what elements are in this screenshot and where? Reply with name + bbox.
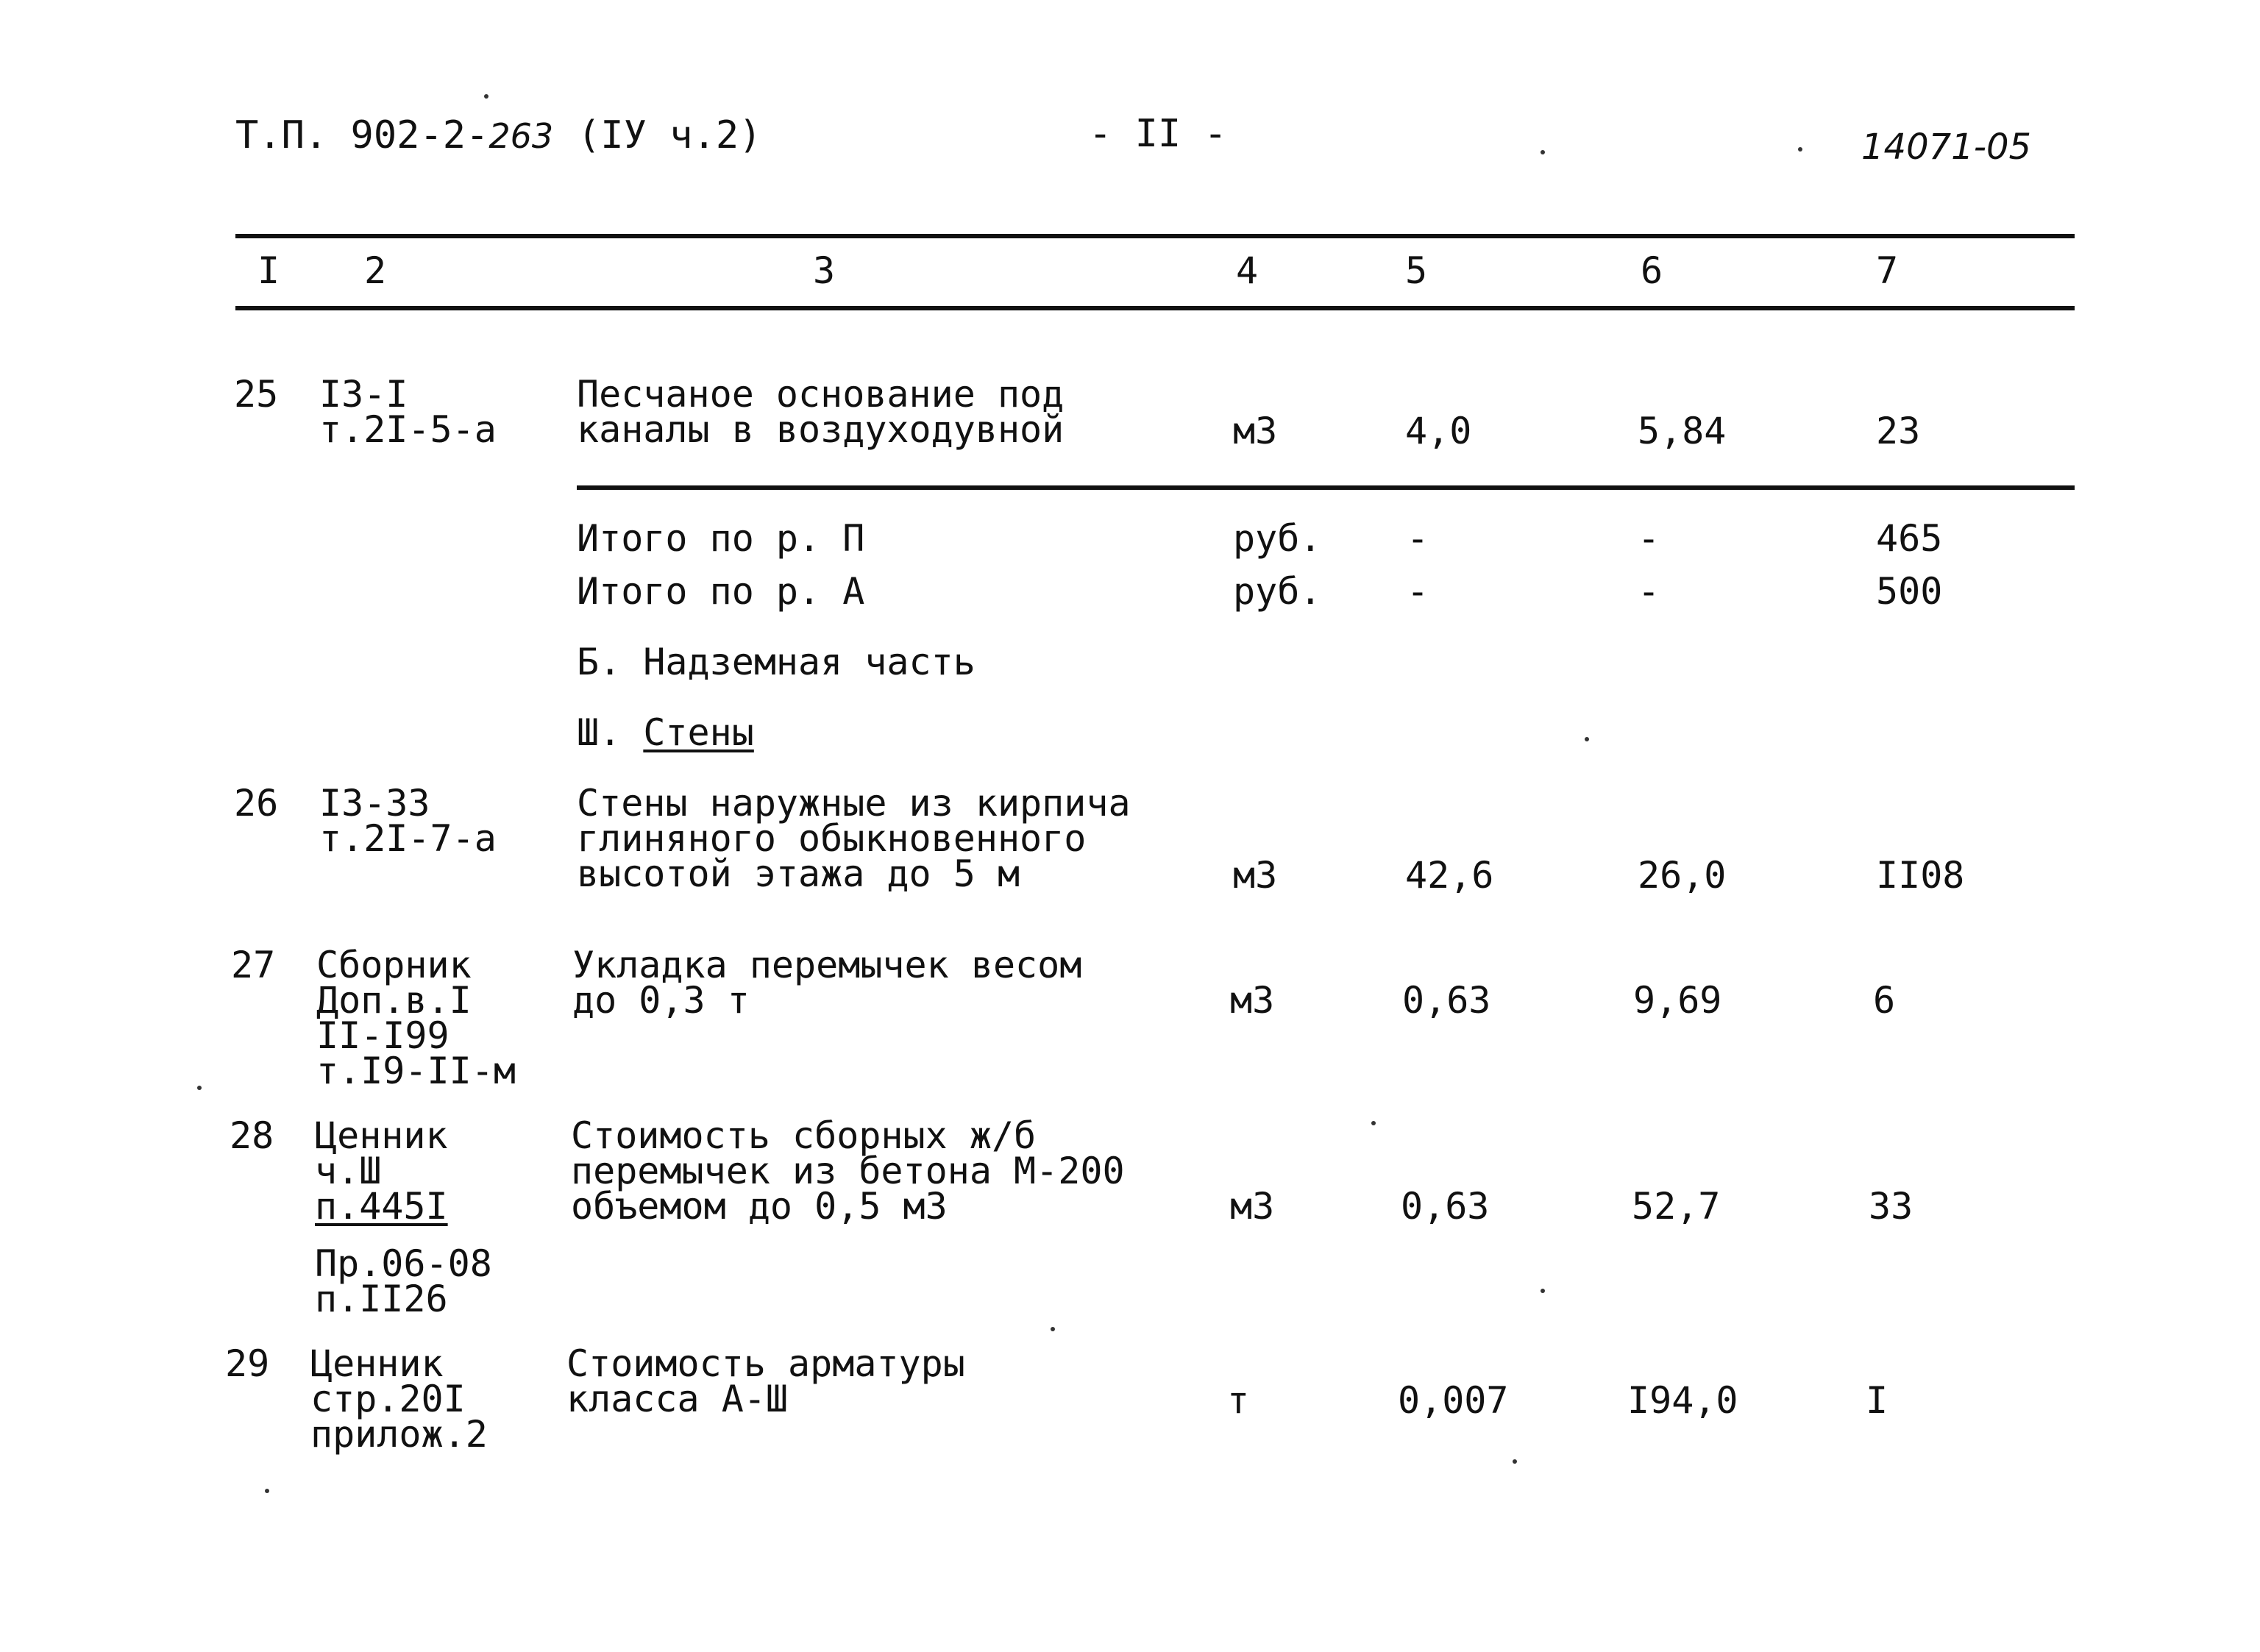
quantity: 0,63: [1402, 979, 1491, 1022]
quantity: 0,007: [1398, 1379, 1509, 1422]
section-heading-part-b: Б. Надземная часть: [577, 641, 976, 683]
total-cost: 23: [1876, 410, 1921, 452]
norm-code-line: стр.20I: [310, 1378, 466, 1420]
description-line: класса А-Ш: [566, 1378, 789, 1420]
unit-price: I94,0: [1627, 1379, 1738, 1422]
subtotal-unit: руб.: [1233, 517, 1322, 560]
description-line: глиняного обыкновенного: [577, 817, 1087, 860]
norm-code-line: п.II26: [315, 1278, 448, 1320]
quantity: 4,0: [1405, 410, 1472, 452]
unit: т: [1227, 1379, 1250, 1422]
norm-code-line: Пр.06-08: [315, 1242, 492, 1285]
column-header-1: I: [257, 249, 280, 292]
row-number: 26: [234, 782, 279, 825]
description-line: Стены наружные из кирпича: [577, 782, 1131, 825]
row-number: 29: [225, 1342, 270, 1385]
norm-code-line: I3-I: [319, 373, 408, 416]
row-number: 27: [231, 944, 276, 986]
subtotal-total: 500: [1876, 570, 1943, 613]
section-heading-walls: [577, 711, 754, 754]
handwritten-stamp: 14071-05: [1861, 127, 2032, 168]
column-header-4: 4: [1236, 249, 1259, 292]
norm-code-line: Ценник: [310, 1342, 444, 1385]
quantity: 0,63: [1401, 1185, 1490, 1228]
document-code-handwritten: 263: [488, 116, 554, 156]
column-header-2: 2: [364, 249, 387, 292]
norm-code-line: т.I9-II-м: [316, 1050, 516, 1092]
norm-code-line: II-I99: [316, 1014, 449, 1057]
page-number: - II -: [1089, 112, 1227, 156]
norm-code-line: Сборник: [316, 944, 472, 986]
subtotal-total: 465: [1876, 517, 1943, 560]
column-header-6: 6: [1641, 249, 1663, 292]
norm-code-line: п.445I: [315, 1185, 448, 1228]
subtotal-price: -: [1638, 570, 1660, 613]
section-walls-title: Стены: [643, 711, 754, 754]
row-number: 25: [234, 373, 279, 416]
subtotal-qty: -: [1407, 517, 1429, 560]
document-code: [235, 113, 554, 157]
subtotal-unit: руб.: [1233, 570, 1322, 613]
section-rule: [577, 485, 2075, 490]
subtotal-label: Итого по р. А: [577, 570, 865, 613]
section-walls-number: Ш.: [577, 711, 622, 754]
description-line: Стоимость сборных ж/б: [571, 1114, 1037, 1157]
header-bottom-rule: [235, 306, 2075, 310]
scan-speck: [1513, 1459, 1517, 1464]
subtotal-label: Итого по р. П: [577, 517, 865, 560]
scan-speck: [1541, 1289, 1545, 1293]
unit-price: 5,84: [1638, 410, 1727, 452]
unit: м3: [1230, 979, 1275, 1022]
scan-speck: [484, 94, 488, 99]
scan-speck: [1541, 150, 1545, 154]
description-line: Укладка перемычек весом: [572, 944, 1082, 986]
unit: м3: [1233, 410, 1278, 452]
document-code-prefix: Т.П. 902-2-: [235, 113, 489, 157]
norm-code-line: т.2I-5-а: [319, 408, 497, 451]
column-header-7: 7: [1876, 249, 1899, 292]
total-cost: 33: [1869, 1185, 1913, 1228]
unit: м3: [1230, 1185, 1275, 1228]
norm-code-line: т.2I-7-а: [319, 817, 497, 860]
norm-code-line: Доп.в.I: [316, 979, 472, 1022]
total-cost: I: [1866, 1379, 1888, 1422]
unit-price: 26,0: [1638, 854, 1727, 897]
description-line: Песчаное основание под: [577, 373, 1065, 416]
norm-code-line: Ценник: [315, 1114, 448, 1157]
description-line: высотой этажа до 5 м: [577, 852, 1020, 895]
description-line: перемычек из бетона М-200: [571, 1150, 1125, 1192]
scan-speck: [265, 1489, 269, 1493]
unit-price: 9,69: [1633, 979, 1722, 1022]
description-line: до 0,3 т: [572, 979, 750, 1022]
subtotal-price: -: [1638, 517, 1660, 560]
scan-speck: [197, 1086, 202, 1090]
unit-price: 52,7: [1632, 1185, 1721, 1228]
header-top-rule: [235, 234, 2075, 238]
total-cost: II08: [1876, 854, 1965, 897]
scan-speck: [1798, 147, 1802, 152]
description-line: Стоимость арматуры: [566, 1342, 965, 1385]
norm-code-line: прилож.2: [310, 1413, 488, 1456]
description-line: объемом до 0,5 м3: [571, 1185, 948, 1228]
subtotal-qty: -: [1407, 570, 1429, 613]
description-line: каналы в воздуходувной: [577, 408, 1065, 451]
norm-code-line: ч.Ш: [315, 1150, 382, 1192]
total-cost: 6: [1873, 979, 1896, 1022]
column-header-3: 3: [813, 249, 836, 292]
scan-speck: [1585, 737, 1589, 741]
norm-code-line: I3-33: [319, 782, 430, 825]
unit: м3: [1233, 854, 1278, 897]
scan-speck: [1371, 1121, 1376, 1125]
scan-speck: [1051, 1327, 1055, 1331]
document-volume: (IУ ч.2): [578, 113, 762, 157]
quantity: 42,6: [1405, 854, 1494, 897]
column-header-5: 5: [1405, 249, 1428, 292]
row-number: 28: [230, 1114, 274, 1157]
